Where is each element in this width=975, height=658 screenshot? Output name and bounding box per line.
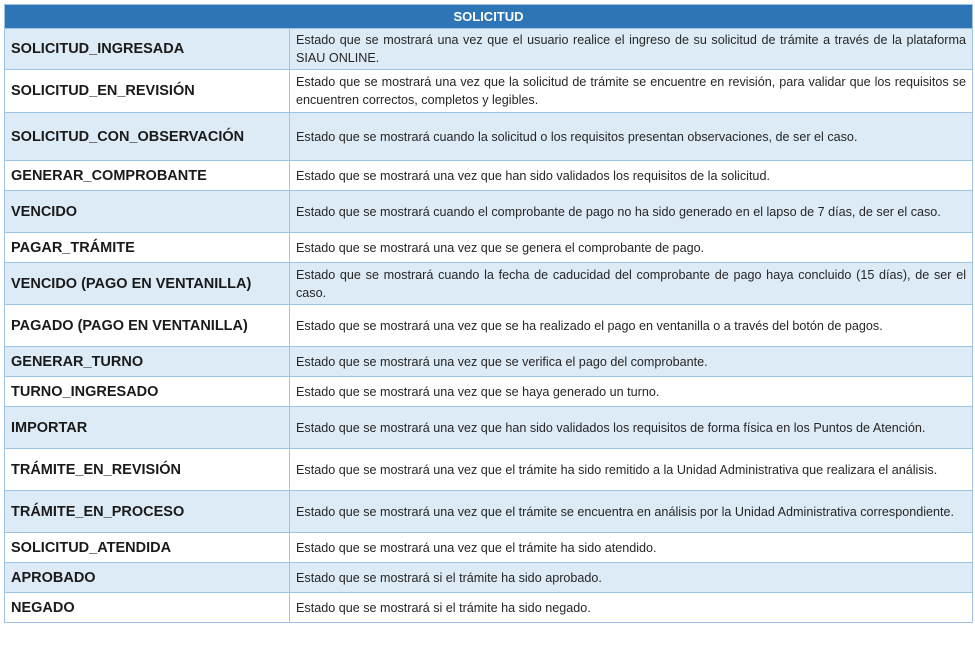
table-row xyxy=(5,533,973,563)
state-name: SOLICITUD_EN_REVISIÓN xyxy=(5,70,290,113)
state-description: Estado que se mostrará cuando el comprobante de pago no ha sido generado en el lapso de 7 días, de ser el caso. xyxy=(290,191,973,233)
state-description: Estado que se mostrará una vez que se ha realizado el pago en ventanilla o a través del botón de pagos. xyxy=(290,305,973,347)
state-name: NEGADO xyxy=(5,593,290,623)
state-description: Estado que se mostrará si el trámite ha sido negado. xyxy=(290,593,973,623)
table-row xyxy=(5,563,973,593)
state-description: Estado que se mostrará si el trámite ha sido aprobado. xyxy=(290,563,973,593)
state-name: TURNO_INGRESADO xyxy=(5,377,290,407)
state-name: SOLICITUD_CON_OBSERVACIÓN xyxy=(5,113,290,161)
table-row xyxy=(5,305,973,347)
table-row xyxy=(5,377,973,407)
state-description: Estado que se mostrará una vez que la solicitud de trámite se encuentre en revisión, para validar que los requisitos se encuentren correctos, completos y legibles. xyxy=(290,70,973,113)
table-row xyxy=(5,70,973,113)
table-body xyxy=(5,29,973,623)
table-header-row xyxy=(5,5,973,29)
table-row xyxy=(5,233,973,263)
table-row xyxy=(5,491,973,533)
state-name: TRÁMITE_EN_PROCESO xyxy=(5,491,290,533)
state-name: SOLICITUD_ATENDIDA xyxy=(5,533,290,563)
state-description: Estado que se mostrará una vez que han sido validados los requisitos de la solicitud. xyxy=(290,161,973,191)
table-row xyxy=(5,449,973,491)
state-name: PAGAR_TRÁMITE xyxy=(5,233,290,263)
table-row xyxy=(5,191,973,233)
state-name: APROBADO xyxy=(5,563,290,593)
state-name: GENERAR_COMPROBANTE xyxy=(5,161,290,191)
status-table-container xyxy=(4,4,972,623)
state-description: Estado que se mostrará una vez que el trámite ha sido remitido a la Unidad Administrativa que realizara el análisis. xyxy=(290,449,973,491)
state-name: VENCIDO (PAGO EN VENTANILLA) xyxy=(5,263,290,305)
state-description: Estado que se mostrará cuando la fecha de caducidad del comprobante de pago haya concluido (15 días), de ser el caso. xyxy=(290,263,973,305)
table-row xyxy=(5,263,973,305)
state-name: GENERAR_TURNO xyxy=(5,347,290,377)
table-row xyxy=(5,593,973,623)
table-row xyxy=(5,161,973,191)
state-description: Estado que se mostrará una vez que se genera el comprobante de pago. xyxy=(290,233,973,263)
state-name: VENCIDO xyxy=(5,191,290,233)
table-row xyxy=(5,113,973,161)
state-description: Estado que se mostrará una vez que se verifica el pago del comprobante. xyxy=(290,347,973,377)
table-row xyxy=(5,347,973,377)
state-name: TRÁMITE_EN_REVISIÓN xyxy=(5,449,290,491)
state-description: Estado que se mostrará una vez que el trámite se encuentra en análisis por la Unidad Administrativa correspondiente. xyxy=(290,491,973,533)
state-name: IMPORTAR xyxy=(5,407,290,449)
table-row xyxy=(5,29,973,70)
state-name: SOLICITUD_INGRESADA xyxy=(5,29,290,70)
state-description: Estado que se mostrará una vez que se haya generado un turno. xyxy=(290,377,973,407)
state-description: Estado que se mostrará una vez que el trámite ha sido atendido. xyxy=(290,533,973,563)
state-name: PAGADO (PAGO EN VENTANILLA) xyxy=(5,305,290,347)
state-description: Estado que se mostrará una vez que el usuario realice el ingreso de su solicitud de trámite a través de la plataforma SIAU ONLINE. xyxy=(290,29,973,70)
status-table xyxy=(4,4,973,623)
state-description: Estado que se mostrará cuando la solicitud o los requisitos presentan observaciones, de ser el caso. xyxy=(290,113,973,161)
table-row xyxy=(5,407,973,449)
table-title: SOLICITUD xyxy=(5,5,973,29)
state-description: Estado que se mostrará una vez que han sido validados los requisitos de forma física en los Puntos de Atención. xyxy=(290,407,973,449)
